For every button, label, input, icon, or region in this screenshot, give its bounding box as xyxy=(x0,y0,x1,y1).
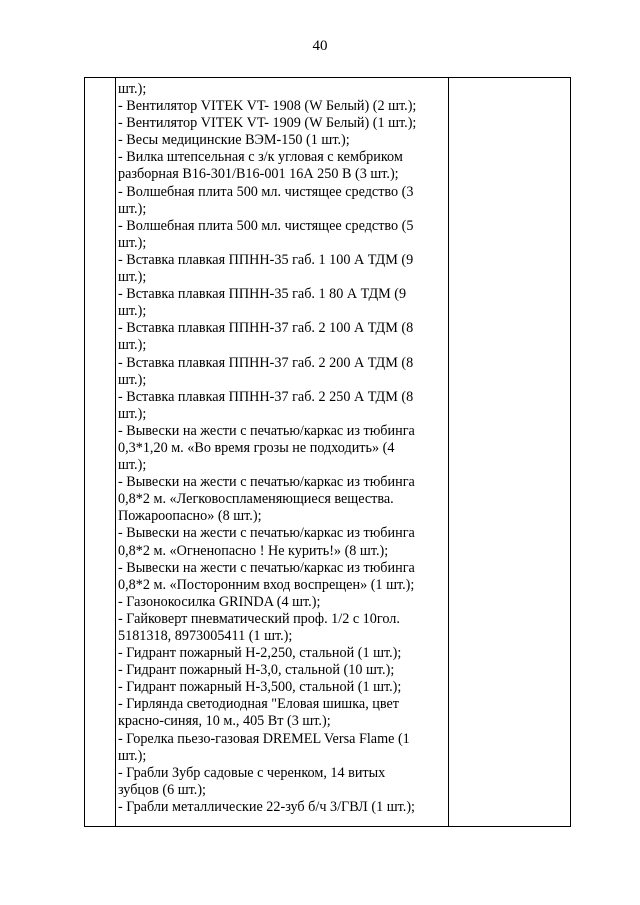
list-line: - Горелка пьезо-газовая DREMEL Versa Flame (1 xyxy=(118,730,410,747)
list-line: - Гидрант пожарный Н-3,0, стальной (10 шт.); xyxy=(118,662,395,679)
items-table xyxy=(84,77,571,827)
list-line: - Волшебная плита 500 мл. чистящее средство (5 xyxy=(118,217,414,234)
list-line: - Вывески на жести с печатью/каркас из тюбинга xyxy=(118,474,415,491)
list-line: Пожароопасно» (8 шт.); xyxy=(118,508,262,525)
list-line: - Вставка плавкая ППНН-35 габ. 1 80 А ТДМ (9 xyxy=(118,286,407,303)
list-line: шт.); xyxy=(118,337,147,354)
list-line: шт.); xyxy=(118,303,147,320)
list-line: - Гидрант пожарный Н-3,500, стальной (1 шт.); xyxy=(118,679,402,696)
list-line: шт.); xyxy=(118,405,147,422)
list-line: - Газонокосилка GRINDA (4 шт.); xyxy=(118,593,321,610)
list-line: - Вентилятор VITEK VT- 1908 (W Белый) (2 шт.); xyxy=(118,98,417,115)
list-line: 0,8*2 м. «Посторонним вход воспрещен» (1 шт.); xyxy=(118,576,415,593)
list-line: шт.); xyxy=(118,457,147,474)
list-line: - Вывески на жести с печатью/каркас из тюбинга xyxy=(118,422,415,439)
list-line: 5181318, 8973005411 (1 шт.); xyxy=(118,628,293,644)
list-line: - Волшебная плита 500 мл. чистящее средство (3 xyxy=(118,183,414,200)
list-line: - Гайковерт пневматический проф. 1/2 с 10гол. xyxy=(118,610,400,627)
list-line: - Вывески на жести с печатью/каркас из тюбинга xyxy=(118,525,415,542)
page-number: 40 xyxy=(312,38,328,54)
list-line: - Гирлянда светодиодная "Еловая шишка, цвет xyxy=(118,696,400,713)
list-line: - Вилка штепсельная с з/к угловая с кембриком xyxy=(118,149,403,166)
column-divider-right xyxy=(448,78,449,826)
list-line: красно-синяя, 10 м., 405 Вт (3 шт.); xyxy=(118,713,331,730)
list-line: - Гидрант пожарный Н-2,250, стальной (1 шт.); xyxy=(118,645,402,662)
list-line: шт.); xyxy=(118,200,147,217)
list-line: - Грабли Зубр садовые с черенком, 14 витых xyxy=(118,764,386,781)
list-line: шт.); xyxy=(118,371,147,388)
list-line: - Вставка плавкая ППНН-37 габ. 2 100 А ТДМ (8 xyxy=(118,320,414,337)
list-line: шт.); xyxy=(118,234,147,251)
list-line: - Вставка плавкая ППНН-35 габ. 1 100 А ТДМ (9 xyxy=(118,251,414,268)
list-line: шт.); xyxy=(118,269,147,286)
list-line: шт.); xyxy=(118,81,147,97)
items-list-cell xyxy=(118,81,444,816)
list-line: - Весы медицинские ВЭМ-150 (1 шт.); xyxy=(118,132,350,149)
list-line: - Вставка плавкая ППНН-37 габ. 2 200 А ТДМ (8 xyxy=(118,354,414,371)
list-line: - Вывески на жести с печатью/каркас из тюбинга xyxy=(118,559,415,576)
list-line: 0,3*1,20 м. «Во время грозы не подходить» (4 xyxy=(118,439,395,456)
list-line: разборная В16-301/В16-001 16А 250 В (3 шт.); xyxy=(118,166,399,183)
list-line: шт.); xyxy=(118,747,147,764)
list-line: - Вентилятор VITEK VT- 1909 (W Белый) (1 шт.); xyxy=(118,115,417,132)
column-divider-left xyxy=(115,78,116,826)
list-line: 0,8*2 м. «Легковоспламеняющиеся вещества. xyxy=(118,491,394,508)
list-line: - Грабли металлические 22-зуб б/ч 3/ГВЛ (1 шт.); xyxy=(118,798,415,815)
list-line: 0,8*2 м. «Огненопасно ! Не курить!» (8 шт.); xyxy=(118,542,389,559)
list-line: зубцов (6 шт.); xyxy=(118,781,206,798)
list-line: - Вставка плавкая ППНН-37 габ. 2 250 А ТДМ (8 xyxy=(118,388,414,405)
